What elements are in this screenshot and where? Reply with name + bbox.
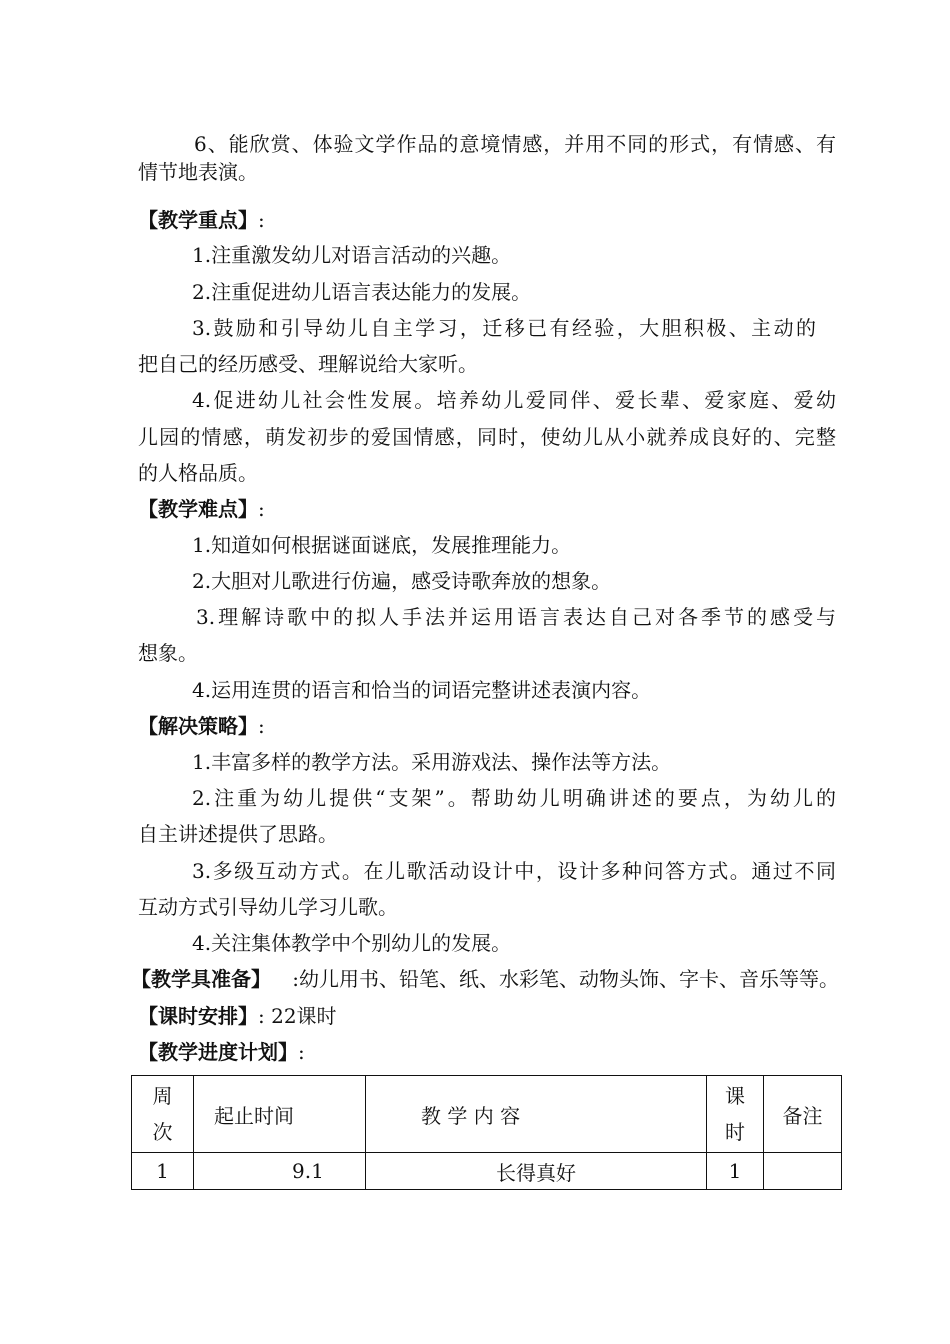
header-content: 教 学 内 容 <box>366 1076 707 1153</box>
cell-note <box>764 1153 842 1190</box>
materials-text: :幼儿用书、铅笔、纸、水彩笔、动物头饰、字卡、音乐等等。 <box>292 967 839 991</box>
cell-content: 长得真好 <box>366 1153 707 1190</box>
key-points-heading <box>138 208 265 232</box>
key-point-3a: 3.鼓励和引导幼儿自主学习，迁移已有经验，大胆积极、主动的 <box>192 316 816 340</box>
difficulty-1: 1.知道如何根据谜面谜底，发展推理能力。 <box>192 533 572 557</box>
progress-plan-table <box>131 1075 842 1190</box>
strategies-colon: : <box>258 714 265 738</box>
difficulty-4: 4.运用连贯的语言和恰当的词语完整讲述表演内容。 <box>192 678 652 702</box>
plan-heading <box>138 1040 305 1064</box>
header-note: 备注 <box>764 1076 842 1153</box>
difficulty-3b: 想象。 <box>138 641 198 665</box>
cell-time: 9.1 <box>194 1153 366 1190</box>
difficulty-3a: 3.理解诗歌中的拟人手法并运用语言表达自己对各季节的感受与 <box>196 605 836 629</box>
key-point-4a: 4.促进幼儿社会性发展。培养幼儿爱同伴、爱长辈、爱家庭、爱幼 <box>192 388 836 412</box>
strategy-2b: 自主讲述提供了思路。 <box>138 822 338 846</box>
schedule-title: 【课时安排】 <box>138 1004 258 1028</box>
key-point-1: 1.注重激发幼儿对语言活动的兴趣。 <box>192 243 512 267</box>
key-points-title: 【教学重点】 <box>138 208 258 232</box>
key-point-2: 2.注重促进幼儿语言表达能力的发展。 <box>192 280 532 304</box>
difficulties-heading <box>138 497 265 521</box>
schedule-text: : 22课时 <box>258 1004 337 1028</box>
intro-line-2: 情节地表演。 <box>138 160 258 184</box>
header-hours: 课时 <box>707 1076 764 1153</box>
plan-title: 【教学进度计划】 <box>138 1040 298 1064</box>
key-point-4c: 的人格品质。 <box>138 461 258 485</box>
strategy-3b: 互动方式引导幼儿学习儿歌。 <box>138 895 398 919</box>
key-point-4b: 儿园的情感，萌发初步的爱国情感，同时，使幼儿从小就养成良好的、完整 <box>138 425 836 449</box>
plan-colon: : <box>298 1040 305 1064</box>
cell-week: 1 <box>132 1153 194 1190</box>
difficulty-2: 2.大胆对儿歌进行仿遍，感受诗歌奔放的想象。 <box>192 569 612 593</box>
materials-title: 【教学具准备】 <box>131 967 271 991</box>
table-header-row <box>132 1076 842 1153</box>
strategy-1: 1.丰富多样的教学方法。采用游戏法、操作法等方法。 <box>192 750 672 774</box>
header-week: 周次 <box>132 1076 194 1153</box>
key-point-3b: 把自己的经历感受、理解说给大家听。 <box>138 352 478 376</box>
strategies-title: 【解决策略】 <box>138 714 258 738</box>
materials-line <box>131 967 839 991</box>
difficulties-colon: : <box>258 497 265 521</box>
key-points-colon: : <box>258 208 265 232</box>
strategy-3a: 3.多级互动方式。在儿歌活动设计中，设计多种问答方式。通过不同 <box>192 859 836 883</box>
strategies-heading <box>138 714 265 738</box>
schedule-line <box>138 1004 337 1028</box>
strategy-2a: 2.注重为幼儿提供“支架”。帮助幼儿明确讲述的要点，为幼儿的 <box>192 786 836 810</box>
difficulties-title: 【教学难点】 <box>138 497 258 521</box>
strategy-4: 4.关注集体教学中个别幼儿的发展。 <box>192 931 512 955</box>
header-time: 起止时间 <box>194 1076 366 1153</box>
intro-line-1: 6、能欣赏、体验文学作品的意境情感，并用不同的形式，有情感、有 <box>194 132 836 156</box>
cell-hours: 1 <box>707 1153 764 1190</box>
table-row <box>132 1153 842 1190</box>
